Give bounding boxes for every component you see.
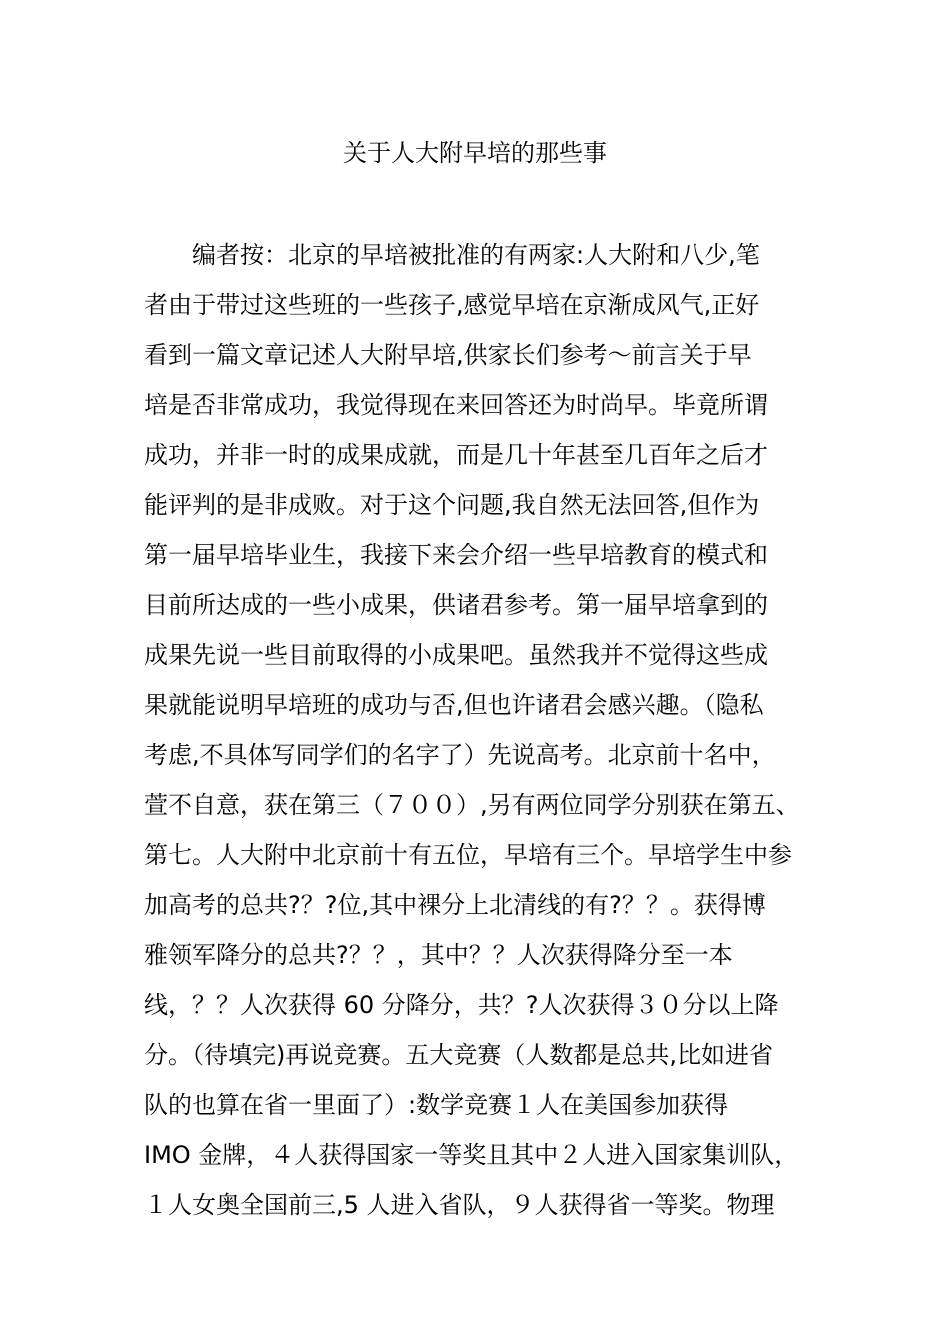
body-line: 看到一篇文章记述人大附早培,供家长们参考～前言关于早 [144, 341, 752, 369]
document-title: 关于人大附早培的那些事 [343, 139, 607, 167]
body-line: 成果先说一些目前取得的小成果吧。虽然我并不觉得这些成 [144, 641, 768, 669]
body-line: 加高考的总共?？?位,其中裸分上北清线的有?？？。获得博 [144, 891, 766, 919]
body-line: 果就能说明早培班的成功与否,但也许诸君会感兴趣。（隐私 [144, 691, 764, 719]
body-line: 第七。人大附中北京前十有五位，早培有三个。早培学生中参 [144, 841, 792, 869]
body-line: 线，？？人次获得 60 分降分，共？?人次获得３０分以上降 [144, 991, 779, 1019]
body-line: 雅领军降分的总共?？？，其中？？人次获得降分至一本 [144, 941, 733, 969]
body-line: 能评判的是非成败。对于这个问题,我自然无法回答,但作为 [144, 491, 760, 519]
body-line: 目前所达成的一些小成果，供诸君参考。第一届早培拿到的 [144, 591, 768, 619]
document-body [144, 230, 844, 1230]
body-line: 考虑,不具体写同学们的名字了）先说高考。北京前十名中， [144, 741, 776, 769]
body-line: IMO 金牌，４人获得国家一等奖且其中２人进入国家集训队， [144, 1141, 799, 1169]
body-line: 编者按：北京的早培被批准的有两家:人大附和八少,笔 [144, 241, 760, 269]
body-line: 培是否非常成功，我觉得现在来回答还为时尚早。毕竟所谓 [144, 391, 768, 419]
body-line: 成功，并非一时的成果成就，而是几十年甚至几百年之后才 [144, 441, 768, 469]
body-line: 分。（待填完)再说竞赛。五大竞赛（人数都是总共,比如进省 [144, 1041, 773, 1069]
body-line: 队的也算在省一里面了）:数学竞赛１人在美国参加获得 [144, 1091, 729, 1119]
body-line: 者由于带过这些班的一些孩子,感觉早培在京渐成风气,正好 [144, 291, 760, 319]
body-line: １人女奥全国前三,5 人进入省队，９人获得省一等奖。物理 [144, 1191, 775, 1219]
body-line: 萱不自意，获在第三（７００）,另有两位同学分别获在第五、 [144, 791, 800, 819]
body-line: 第一届早培毕业生，我接下来会介绍一些早培教育的模式和 [144, 541, 768, 569]
